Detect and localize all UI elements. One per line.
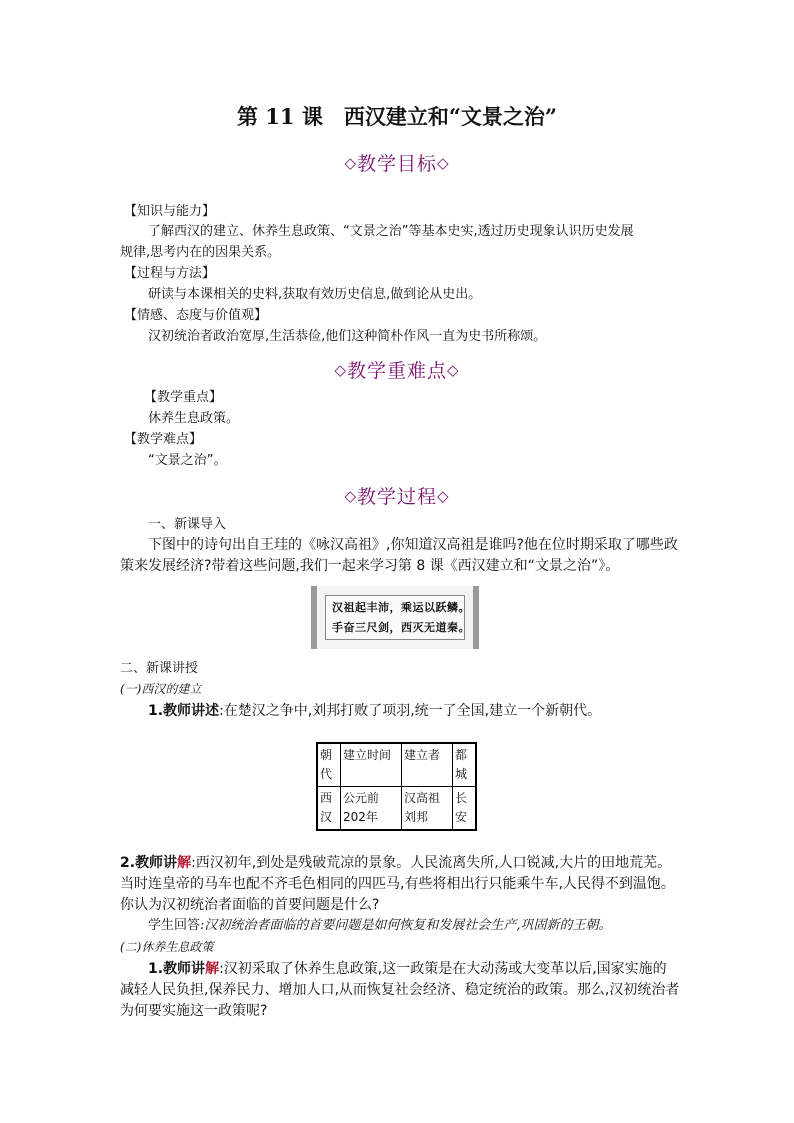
emotion-label: 【情感、态度与价值观】 [124, 308, 268, 323]
subsection-heading: (一)西汉的建立 [120, 682, 202, 696]
difficult-label: 【教学难点】 [124, 432, 203, 447]
paragraph-3-cont: 减轻人民负担,保养民力、增加人口,从而恢复社会经济、稳定统治的政策。那么,汉初统治者 [120, 982, 680, 998]
paragraph-3-question: 为何要实施这一政策呢? [120, 1003, 268, 1019]
intro-heading: 一、新课导入 [148, 517, 227, 532]
table-header-cell: 都城 [453, 743, 477, 787]
student-answer: 学生回答:汉初统治者面临的首要问题是如何恢复和发展社会生产,巩固新的王朝。 [148, 918, 612, 933]
paragraph-2-cont: 当时连皇帝的马车也配不齐毛色相同的四匹马,有些将相出行只能乘牛车,人民得不到温饱。 [120, 876, 675, 892]
section-heading-keypoints: ◇教学重难点◇ [334, 360, 460, 382]
knowledge-text-cont: 规律,思考内在的因果关系。 [120, 245, 281, 260]
diamond-icon: ◇ [334, 361, 347, 379]
table-cell: 西汉 [317, 787, 341, 831]
emotion-text: 汉初统治者政治宽厚,生活恭俭,他们这种简朴作风一直为史书所称颂。 [148, 329, 547, 344]
diamond-icon: ◇ [344, 154, 357, 172]
intro-text: 下图中的诗句出自王珪的《咏汉高祖》,你知道汉高祖是谁吗?他在位时期采取了哪些政 [148, 537, 678, 553]
intro-text-cont: 策来发展经济?带着这些问题,我们一起来学习第 8 课《西汉建立和“文景之治”》。 [120, 558, 620, 574]
knowledge-text: 了解西汉的建立、休养生息政策、“文景之治”等基本史实,透过历史现象认识历史发展 [148, 224, 634, 239]
paragraph-2: 2.教师讲解:西汉初年,到处是残破荒凉的景象。人民流离失所,人口锐减,大片的田地荒芜。 [120, 855, 672, 871]
process-label: 【过程与方法】 [124, 266, 216, 281]
knowledge-label: 【知识与能力】 [124, 204, 216, 219]
table-header-cell: 朝代 [317, 743, 341, 787]
paragraph-2-question: 你认为汉初统治者面临的首要问题是什么? [120, 897, 380, 913]
poem-text-box [325, 595, 470, 640]
table-header-row [317, 743, 476, 787]
table-cell: 长安 [453, 787, 477, 831]
poem-line: 汉祖起丰沛，乘运以跃鳞。 [332, 601, 470, 614]
diamond-icon: ◇ [437, 487, 450, 505]
process-text: 研读与本课相关的史料,获取有效历史信息,做到论从史出。 [148, 287, 482, 302]
diamond-icon: ◇ [447, 361, 460, 379]
key-label: 【教学重点】 [144, 390, 223, 405]
section-heading-process: ◇教学过程◇ [344, 486, 450, 508]
paragraph-3: 1.教师讲解:汉初采取了休养生息政策,这一政策是在大动荡或大变革以后,国家实施的 [148, 961, 667, 977]
poem-line: 手奋三尺剑，西灭无道秦。 [332, 621, 470, 634]
paragraph-1: 1.教师讲述:在楚汉之争中,刘邦打败了项羽,统一了全国,建立一个新朝代。 [148, 703, 602, 719]
poem-scroll-image [311, 586, 479, 649]
key-text: 休养生息政策。 [148, 411, 240, 426]
lecture-heading: 二、新课讲授 [120, 661, 199, 676]
table-cell: 公元前 202年 [341, 787, 402, 831]
section-heading-objectives: ◇教学目标◇ [344, 153, 450, 175]
diamond-icon: ◇ [437, 154, 450, 172]
difficult-text: “文景之治”。 [148, 453, 227, 468]
table-header-cell: 建立时间 [341, 743, 402, 787]
diamond-icon: ◇ [344, 487, 357, 505]
table-header-cell: 建立者 [402, 743, 453, 787]
lesson-title: 第 11 课 西汉建立和“文景之治” [236, 104, 557, 129]
table-cell: 汉高祖刘邦 [402, 787, 453, 831]
subsection-heading: (二)休养生息政策 [120, 940, 214, 954]
dynasty-table [316, 742, 477, 831]
table-row [317, 787, 476, 831]
